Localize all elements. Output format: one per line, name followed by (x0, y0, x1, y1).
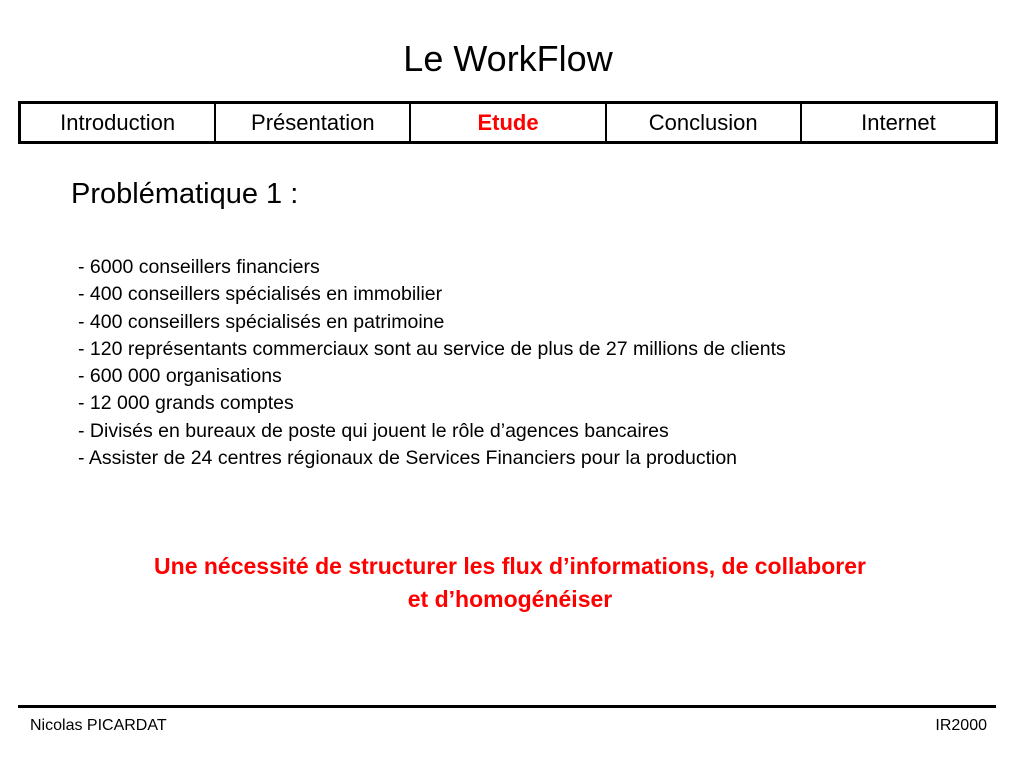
conclusion-line-1: Une nécessité de structurer les flux d’informations, de collaborer (154, 553, 866, 579)
list-item: - 400 conseillers spécialisés en immobilier (78, 283, 443, 306)
list-item: - 600 000 organisations (78, 365, 282, 388)
list-item: - 400 conseillers spécialisés en patrimoine (78, 310, 445, 333)
bullet-list (78, 254, 786, 472)
tab-internet[interactable]: Internet (861, 110, 936, 135)
tab-etude[interactable]: Etude (411, 104, 606, 141)
conclusion-line-2: et d’homogénéiser (407, 586, 613, 612)
slide-title: Le WorkFlow (403, 38, 613, 79)
footer-divider (18, 705, 996, 708)
list-item: - 6000 conseillers financiers (78, 256, 320, 278)
section-heading: Problématique 1 : (71, 178, 299, 210)
tab-conclusion[interactable]: Conclusion (607, 104, 802, 141)
conclusion-statement (40, 550, 980, 616)
tab-introduction[interactable]: Introduction (21, 104, 216, 141)
footer-author: Nicolas PICARDAT (30, 717, 167, 734)
nav-bar (18, 101, 998, 144)
tab-presentation[interactable]: Présentation (216, 104, 411, 141)
list-item: - 12 000 grands comptes (78, 392, 294, 415)
footer-reference: IR2000 (935, 717, 987, 734)
list-item: - Divisés en bureaux de poste qui jouent le rôle d’agences bancaires (78, 419, 669, 442)
list-item: - 120 représentants commerciaux sont au service de plus de 27 millions de clients (78, 337, 786, 360)
list-item: - Assister de 24 centres régionaux de Services Financiers pour la production (78, 447, 738, 470)
